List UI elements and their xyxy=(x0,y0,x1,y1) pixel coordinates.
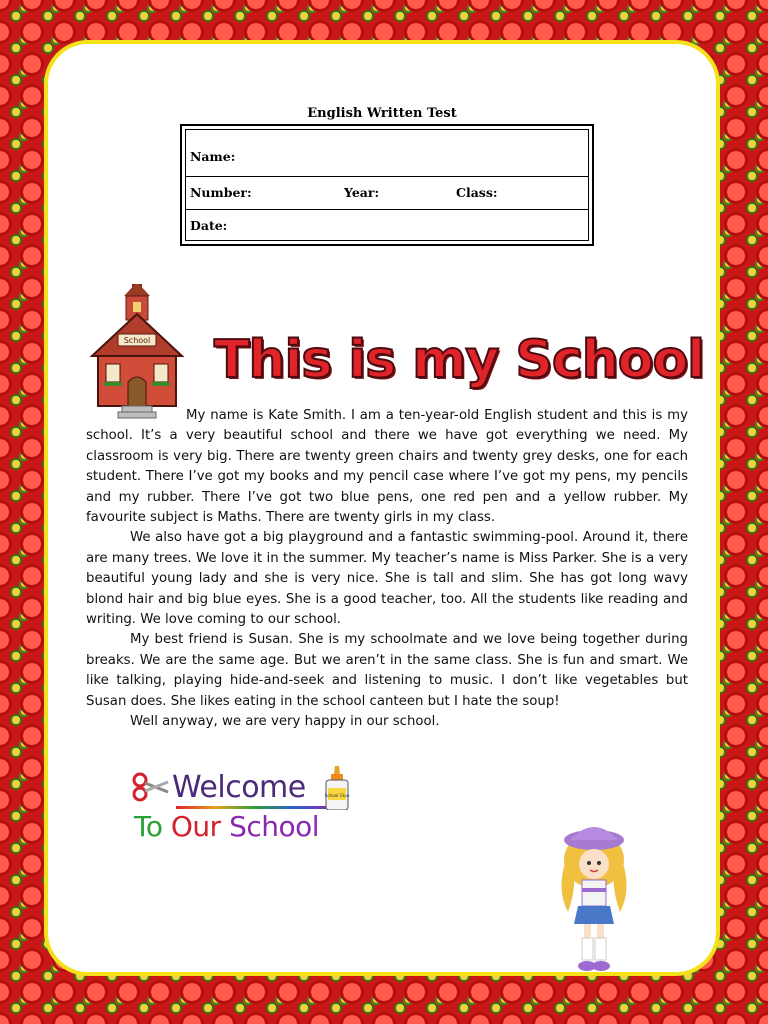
date-label: Date: xyxy=(190,218,228,233)
scissors-icon xyxy=(132,772,170,802)
info-row-number-year-class xyxy=(186,176,588,210)
story-paragraph-3: My best friend is Susan. She is my schoolmate and we love being together during breaks. We are the same age. But we aren’t in the same class. She is fun and smart. We like talking, playing hide-and-seek and listening to music. I don’t like vegetables but Susan does. She likes eating in the school canteen but I hate the soup! xyxy=(86,632,688,709)
student-info-table xyxy=(185,129,589,241)
schoolhouse-sign: School xyxy=(123,336,151,345)
welcome-underline xyxy=(176,806,334,809)
year-label: Year: xyxy=(344,185,380,200)
number-label: Number: xyxy=(190,185,252,200)
story-paragraph-2: We also have got a big playground and a fantastic swimming-pool. Around it, there are many trees. We love it in the summer. My teacher’s name is Miss Parker. She is a very beautiful young lady and she is very nice. She is tall and slim. She has got long wavy blond hair and big blue eyes. She is a good teacher, too. All the students like reading and writing. We love coming to our school. xyxy=(86,530,688,628)
worksheet-page xyxy=(44,40,720,976)
class-label: Class: xyxy=(456,185,498,200)
story-paragraph-4: Well anyway, we are very happy in our school. xyxy=(130,714,440,730)
welcome-word-school: School xyxy=(229,810,320,843)
welcome-text: Welcome xyxy=(172,770,306,805)
info-row-name xyxy=(186,130,588,177)
info-row-date xyxy=(186,209,588,243)
to-our-school-text xyxy=(134,810,319,843)
welcome-word-our: Our xyxy=(170,810,221,843)
story-paragraph-1: My name is Kate Smith. I am a ten-year-old English student and this is my school. It’s a very beautiful school and there we have got everything we need. My classroom is very big. There are twenty green chairs and twenty grey desks, one for each student. There I’ve got my books and my pencil case where I’ve got my pens, my pencils and my rubber. There I’ve got two blue pens, one red pen and a yellow rubber. My favourite subject is Maths. There are twenty girls in my class. xyxy=(86,408,688,526)
schoolhouse-icon xyxy=(86,284,188,424)
girl-illustration xyxy=(546,820,642,976)
welcome-word-to: To xyxy=(134,810,163,843)
glue-bottle-icon xyxy=(322,766,352,810)
name-label: Name: xyxy=(190,149,236,164)
test-title: English Written Test xyxy=(307,106,457,121)
welcome-banner xyxy=(132,766,372,846)
student-info-box xyxy=(180,124,594,246)
story-text xyxy=(86,406,688,733)
glue-label: School Glue xyxy=(324,793,350,798)
story-heading: This is my School xyxy=(214,330,704,390)
